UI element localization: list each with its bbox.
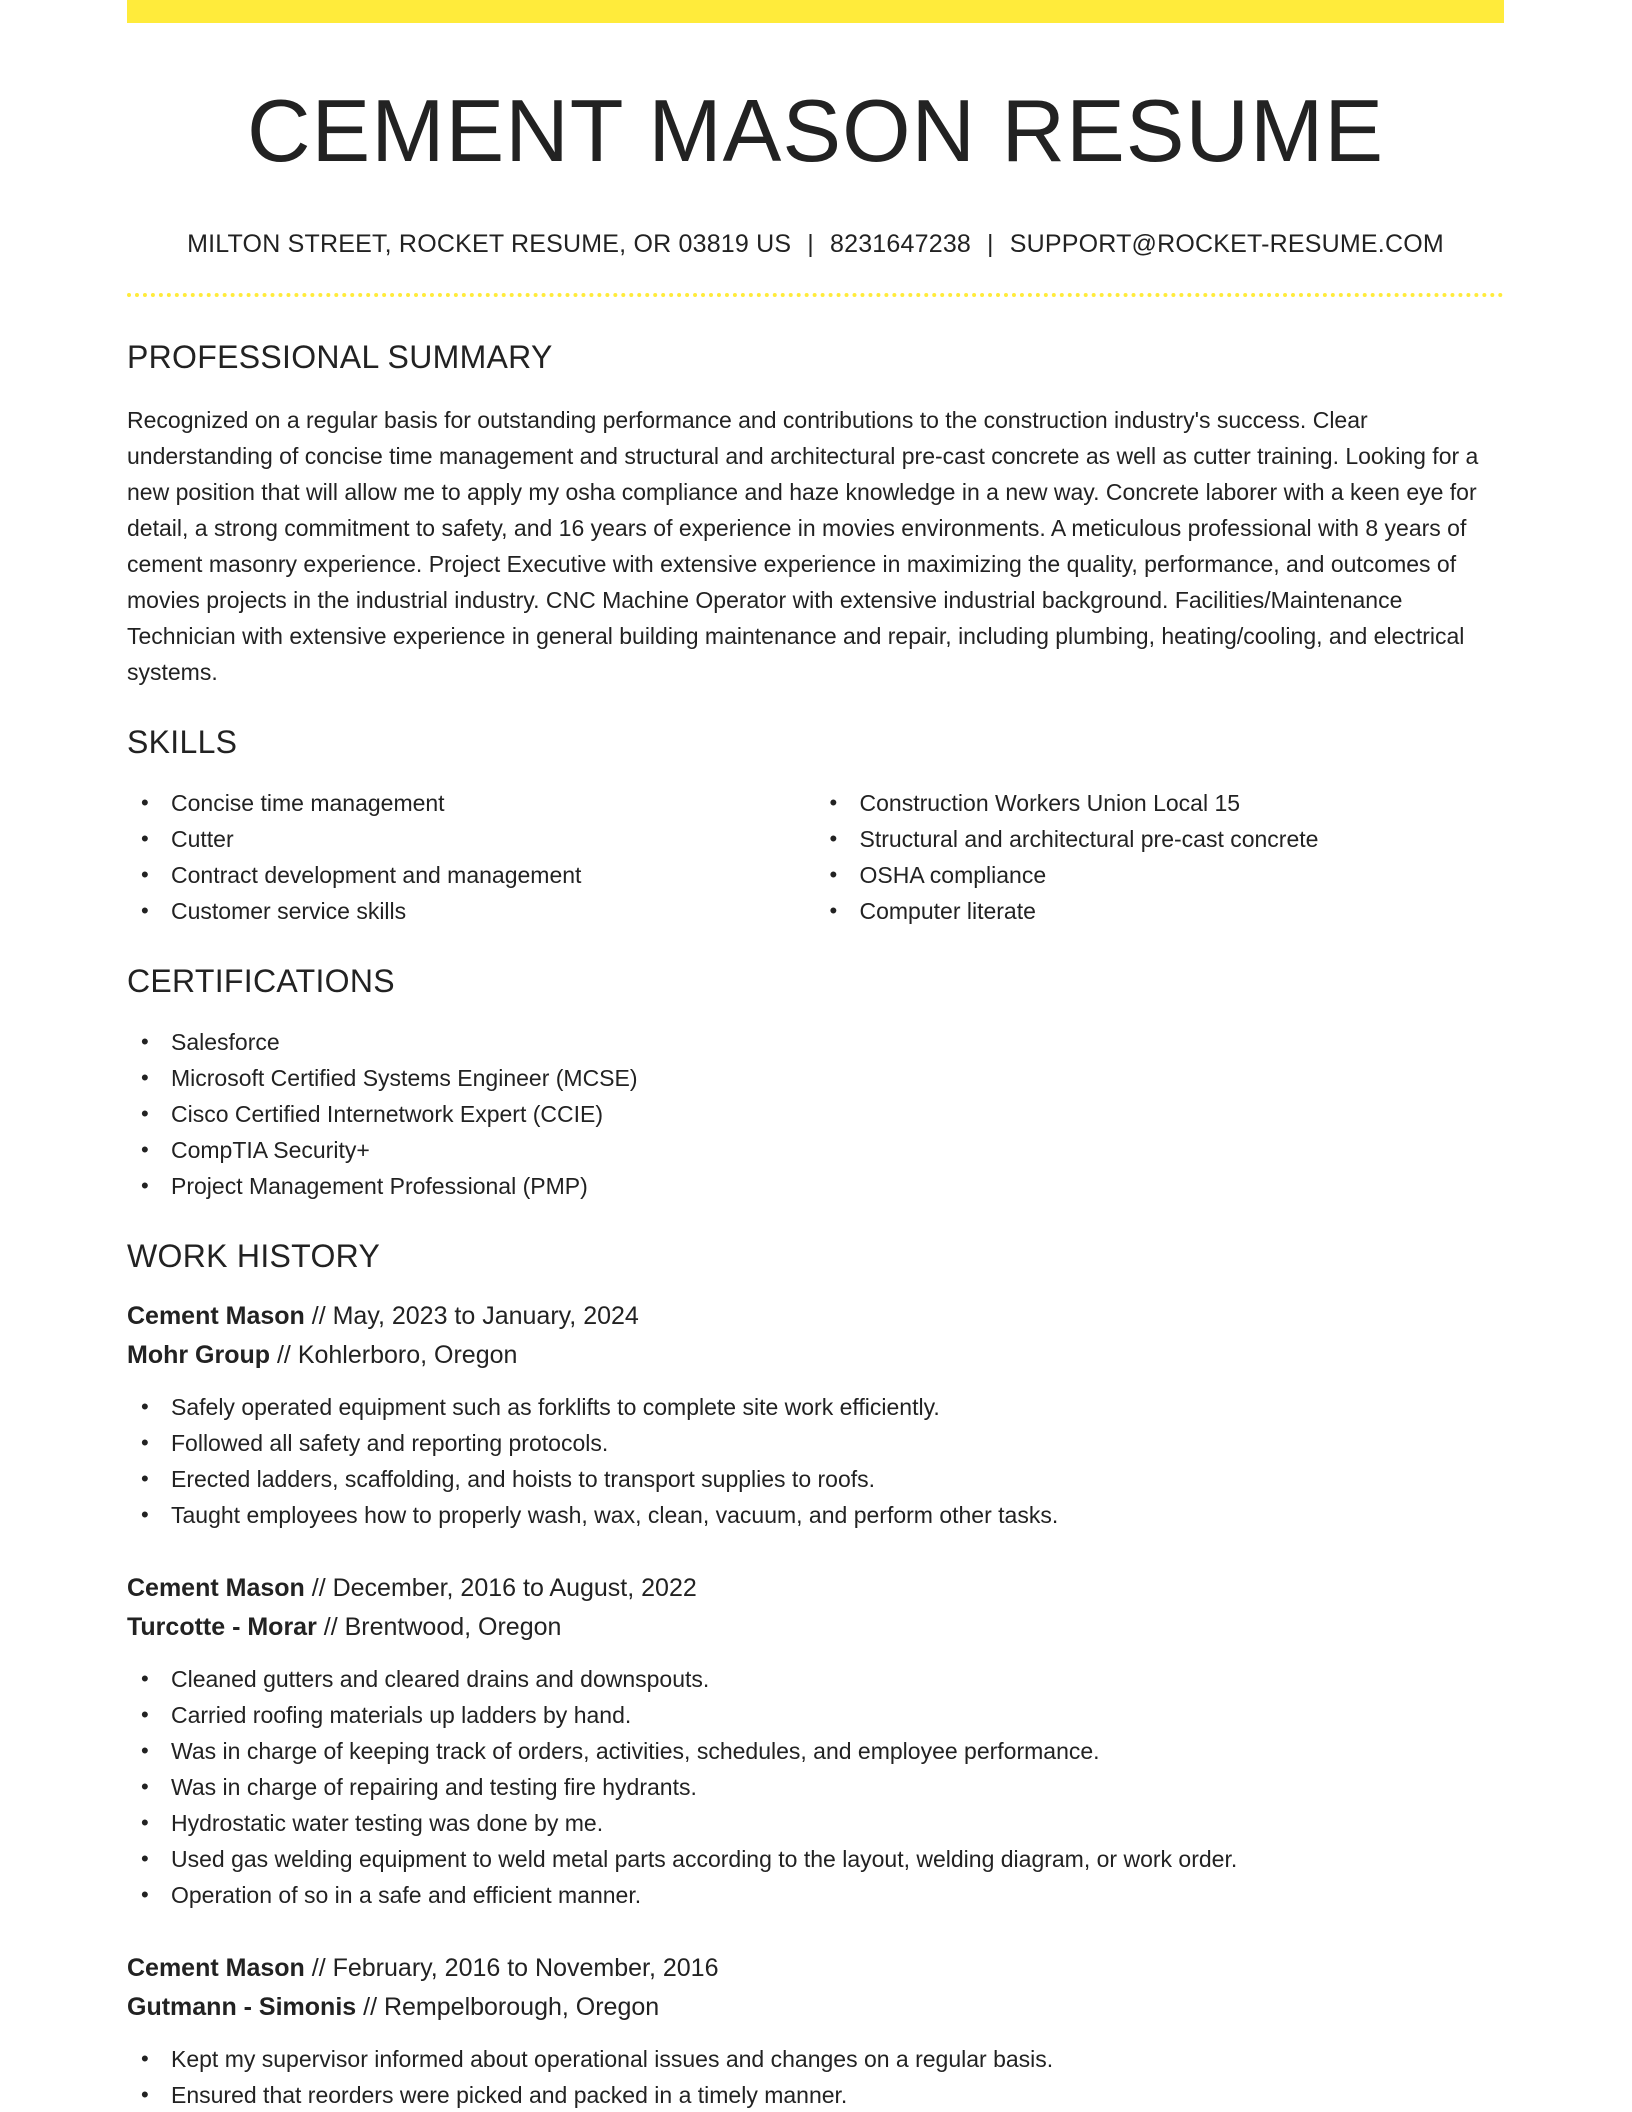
summary-text: Recognized on a regular basis for outstanding performance and contributions to the construction industry's success. Clear understanding of concise time management and structural and architectural pre-cast concrete as well as cutter training. Looking for a new position that will allow me to apply my osha compliance and haze knowledge in a new way. Concrete laborer with a keen eye for detail, a strong commitment to safety, and 16 years of experience in movies environments. A meticulous professional with 8 years of cement masonry experience. Project Executive with extensive experience in maximizing the quality, performance, and outcomes of movies projects in the industrial industry. CNC Machine Operator with extensive industrial background. Facilities/Maintenance Technician with extensive experience in general building maintenance and repair, including plumbing, heating/cooling, and electrical systems. — [127, 406, 1479, 685]
certifications-heading: CERTIFICATIONS — [127, 962, 395, 999]
job-duty: • Followed all safety and reporting protocols. — [127, 1425, 1504, 1461]
contact-phone: 8231647238 — [830, 229, 972, 258]
job-entry — [127, 1569, 1504, 1913]
job-company: Turcotte - Morar — [127, 1612, 317, 1641]
job-company: Mohr Group — [127, 1340, 271, 1369]
job-duty: • Used gas welding equipment to weld metal parts according to the layout, welding diagram, or work order. — [127, 1841, 1504, 1877]
job-role: Cement Mason — [127, 1953, 305, 1982]
job-role-line — [127, 1949, 1504, 1988]
summary-heading: PROFESSIONAL SUMMARY — [127, 338, 553, 375]
job-duty: • Erected ladders, scaffolding, and hoists to transport supplies to roofs. — [127, 1461, 1504, 1497]
job-duty: • Safely operated equipment such as forklifts to complete site work efficiently. — [127, 1389, 1504, 1425]
job-role: Cement Mason — [127, 1301, 305, 1330]
resume-page — [127, 0, 1504, 2112]
job-entry — [127, 1297, 1504, 1533]
accent-top-bar — [127, 0, 1504, 23]
work-history-heading: WORK HISTORY — [127, 1237, 381, 1274]
skill-item: • Concise time management — [127, 785, 816, 821]
job-duty: • Ensured that reorders were picked and packed in a timely manner. — [127, 2077, 1504, 2112]
contact-line — [127, 230, 1504, 259]
job-duties-list — [127, 1661, 1504, 1913]
job-duty: • Kept my supervisor informed about operational issues and changes on a regular basis. — [127, 2041, 1504, 2077]
job-company-line — [127, 1608, 1504, 1647]
contact-email: SUPPORT@ROCKET-RESUME.COM — [1009, 229, 1444, 258]
job-role-line — [127, 1569, 1504, 1608]
job-duties-list — [127, 2041, 1504, 2112]
certification-item: • Salesforce — [127, 1024, 1504, 1060]
skill-item: • Customer service skills — [127, 893, 816, 929]
job-duty: • Operation of so in a safe and efficient manner. — [127, 1877, 1504, 1913]
job-role: Cement Mason — [127, 1573, 305, 1602]
job-dates: // December, 2016 to August, 2022 — [311, 1573, 697, 1602]
job-location: // Brentwood, Oregon — [323, 1612, 562, 1641]
job-dates: // May, 2023 to January, 2024 — [311, 1301, 639, 1330]
job-duty: • Cleaned gutters and cleared drains and downspouts. — [127, 1661, 1504, 1697]
contact-address: MILTON STREET, ROCKET RESUME, OR 03819 US — [187, 229, 792, 258]
skill-item: • Structural and architectural pre-cast concrete — [816, 821, 1505, 857]
skill-item: • Contract development and management — [127, 857, 816, 893]
job-duty: • Carried roofing materials up ladders by hand. — [127, 1697, 1504, 1733]
skills-list — [127, 785, 1504, 929]
skills-column-right — [816, 785, 1505, 929]
certification-item: • CompTIA Security+ — [127, 1132, 1504, 1168]
skill-item: • Computer literate — [816, 893, 1505, 929]
job-dates: // February, 2016 to November, 2016 — [311, 1953, 719, 1982]
dotted-divider — [127, 293, 1504, 297]
job-duties-list — [127, 1389, 1504, 1533]
certification-item: • Cisco Certified Internetwork Expert (CCIE) — [127, 1096, 1504, 1132]
certifications-list — [127, 1024, 1504, 1204]
job-company-line — [127, 1336, 1504, 1375]
contact-separator: | — [987, 229, 994, 258]
job-duty: • Was in charge of repairing and testing fire hydrants. — [127, 1769, 1504, 1805]
skill-item: • Construction Workers Union Local 15 — [816, 785, 1505, 821]
certification-item: • Microsoft Certified Systems Engineer (MCSE) — [127, 1060, 1504, 1096]
job-duty: • Was in charge of keeping track of orders, activities, schedules, and employee performance. — [127, 1733, 1504, 1769]
contact-separator: | — [807, 229, 814, 258]
job-duty: • Taught employees how to properly wash, wax, clean, vacuum, and perform other tasks. — [127, 1497, 1504, 1533]
job-duty: • Hydrostatic water testing was done by me. — [127, 1805, 1504, 1841]
job-company-line — [127, 1988, 1504, 2027]
resume-title: CEMENT MASON RESUME — [246, 81, 1385, 180]
job-location: // Kohlerboro, Oregon — [276, 1340, 518, 1369]
skills-column-left — [127, 785, 816, 929]
job-entry — [127, 1949, 1504, 2112]
skill-item: • Cutter — [127, 821, 816, 857]
skill-item: • OSHA compliance — [816, 857, 1505, 893]
job-location: // Rempelborough, Oregon — [363, 1992, 660, 2021]
certification-item: • Project Management Professional (PMP) — [127, 1168, 1504, 1204]
skills-heading: SKILLS — [127, 723, 238, 760]
job-role-line — [127, 1297, 1504, 1336]
job-company: Gutmann - Simonis — [127, 1992, 357, 2021]
